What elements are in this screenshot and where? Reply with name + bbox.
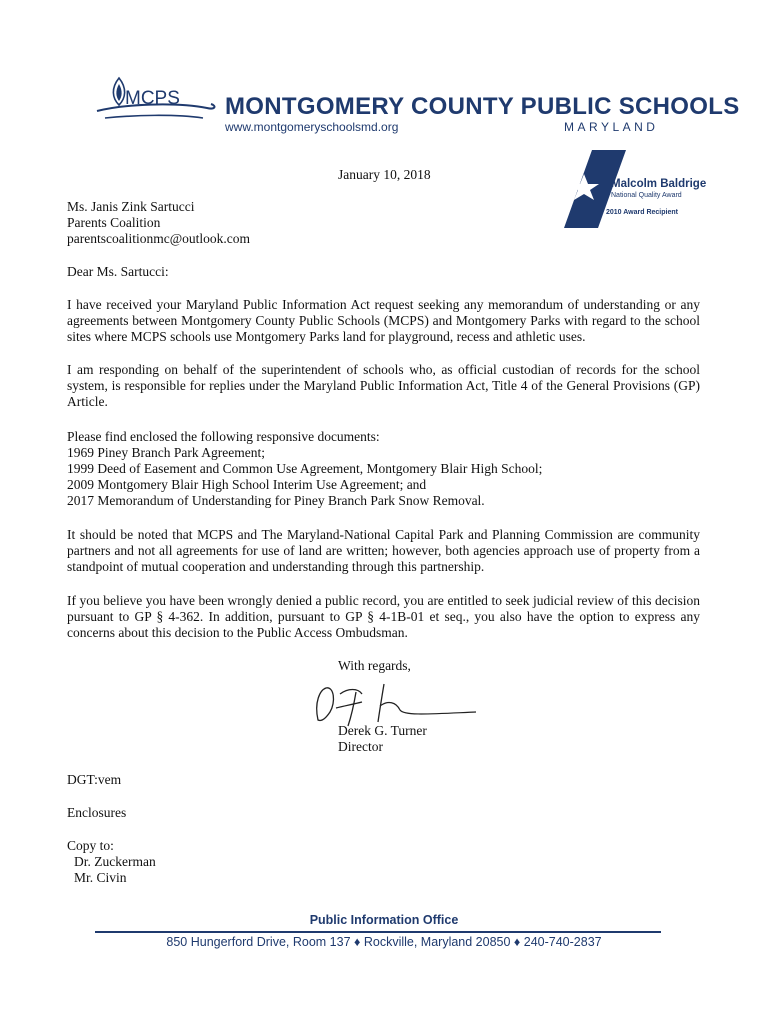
award-subtitle: National Quality Award	[611, 192, 682, 199]
paragraph-appeal-rights: If you believe you have been wrongly denied a public record, you are entitled to seek judicial review of this decision pursuant to GP § 4-362. In addition, pursuant to GP § 4-1B-01 et seq., you also have the option to express any concerns about this decision to the Public Access Ombudsman.	[67, 593, 700, 640]
footer-address: 850 Hungerford Drive, Room 137 ♦ Rockville, Maryland 20850 ♦ 240-740-2837	[166, 935, 602, 949]
closing: With regards,	[338, 658, 411, 673]
enclosed-doc-item: 2017 Memorandum of Understanding for Piney Branch Park Snow Removal.	[67, 493, 485, 508]
copy-recipient: Mr. Civin	[74, 870, 127, 885]
award-name: Malcolm Baldrige	[611, 178, 707, 190]
logo-text: MCPS	[125, 88, 180, 109]
copy-list	[67, 838, 156, 886]
recipient-organization: Parents Coalition	[67, 215, 161, 230]
paragraph-request: I have received your Maryland Public Information Act request seeking any memorandum of understanding or any agreements between Montgomery County Public Schools (MCPS) and Montgomery Parks with regard to the school sites where MCPS schools use Montgomery Parks land for playground, recess and athletic uses.	[67, 297, 700, 344]
enclosed-doc-item: 2009 Montgomery Blair High School Interim Use Agreement; and	[67, 477, 427, 492]
signature-block	[338, 723, 427, 755]
footer-divider	[95, 931, 661, 933]
copy-label: Copy to:	[67, 838, 114, 853]
website-url: www.montgomeryschoolsmd.org	[225, 120, 399, 134]
state-label: MARYLAND	[564, 120, 659, 134]
paragraph-partnership: It should be noted that MCPS and The Maryland-National Capital Park and Planning Commission are community partners and not all agreements for use of land are written; however, both agencies approach use of property from a standpoint of mutual cooperation and understanding through this partnership.	[67, 527, 700, 574]
copy-recipient: Dr. Zuckerman	[74, 854, 156, 869]
paragraph-custodian: I am responding on behalf of the superintendent of schools who, as official custodian of records for the school system, is responsible for replies under the Maryland Public Information Act, Title 4 of the General Provisions (GP) Article.	[67, 362, 700, 409]
enclosed-documents	[67, 429, 700, 509]
footer-office: Public Information Office	[309, 913, 459, 927]
enclosed-doc-item: 1999 Deed of Easement and Common Use Agreement, Montgomery Blair High School;	[67, 461, 543, 476]
award-year: 2010 Award Recipient	[606, 209, 678, 216]
baldrige-award-logo	[564, 150, 714, 230]
letter-date: January 10, 2018	[338, 167, 431, 182]
enclosures-label: Enclosures	[67, 805, 127, 820]
enclosed-doc-item: 1969 Piney Branch Park Agreement;	[67, 445, 265, 460]
enclosed-intro: Please find enclosed the following responsive documents:	[67, 429, 380, 444]
organization-name: MONTGOMERY COUNTY PUBLIC SCHOOLS	[225, 93, 740, 120]
mcps-logo	[95, 74, 220, 126]
recipient-email: parentscoalitionmc@outlook.com	[67, 231, 251, 246]
salutation: Dear Ms. Sartucci:	[67, 264, 169, 279]
signer-name: Derek G. Turner	[338, 723, 427, 738]
recipient-name: Ms. Janis Zink Sartucci	[67, 199, 195, 214]
recipient-address	[67, 199, 250, 247]
signer-title: Director	[338, 739, 383, 754]
reference-initials: DGT:vem	[67, 772, 122, 787]
